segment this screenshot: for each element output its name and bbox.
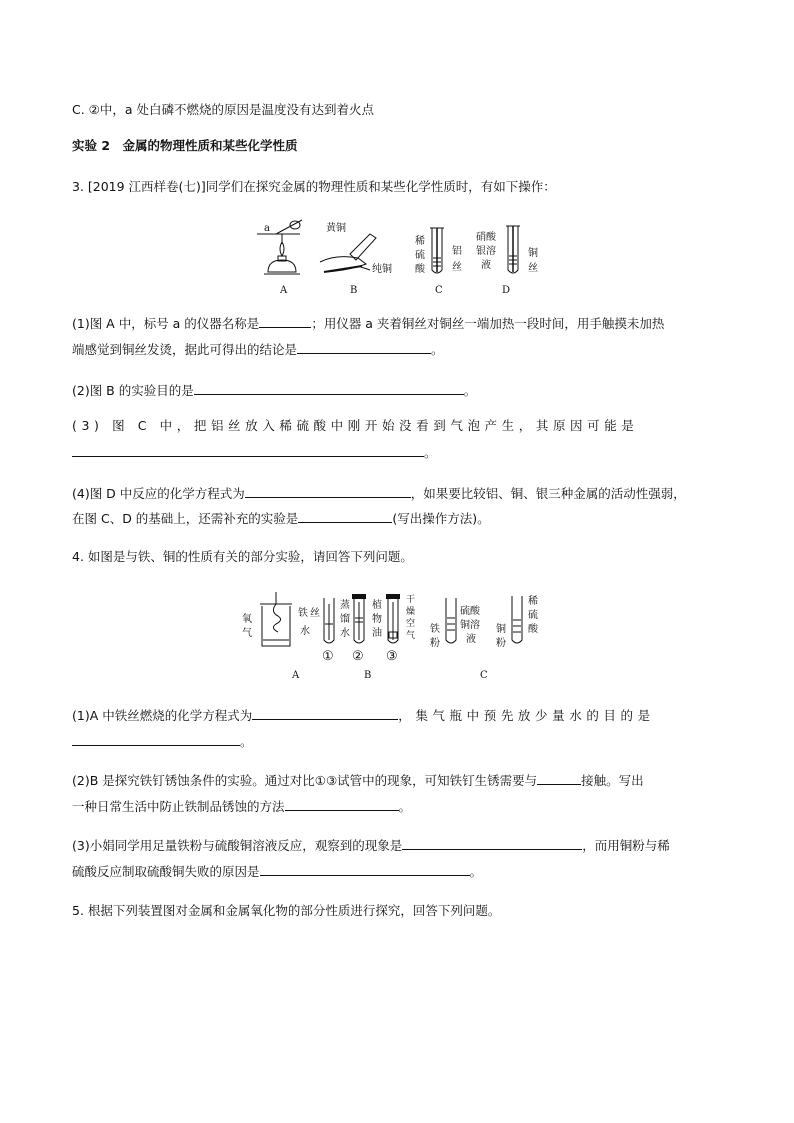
caption-2c: C <box>480 670 488 681</box>
tube-d <box>476 226 538 274</box>
tube-number-1: ① <box>322 649 334 664</box>
dilute-sulfuric-3: 酸 <box>415 264 425 275</box>
answer-blank-reason[interactable] <box>72 443 424 457</box>
q4-part2-line1 <box>72 771 644 790</box>
oxygen-1: 氧 <box>242 614 252 625</box>
caption-b: B <box>350 285 358 296</box>
gas-jar-setup <box>242 592 320 646</box>
copper-powder-1: 铜 <box>496 624 506 635</box>
q4-part3-suffix: ，而用铜粉与稀 <box>582 838 670 853</box>
q3-part1-line2-prefix: 端感觉到铜丝发烫，据此可得出的结论是 <box>72 342 298 357</box>
dilute-sulfuric-2: 硫 <box>415 250 425 261</box>
q3-part1-suffix: ；用仪器 a 夹着铜丝对铜丝一端加热一段时间，用手触摸未加热 <box>311 316 665 331</box>
period: 。 <box>424 445 437 460</box>
q3-part3-line1: (3) 图 C 中，把铝丝放入稀硫酸中刚开始没看到气泡产生，其原因可能是 <box>72 418 639 433</box>
dilute-sulfuric-b2: 硫 <box>528 610 538 621</box>
q4-part2-line2-prefix: 一种日常生活中防止铁制品锈蚀的方法 <box>72 799 285 814</box>
distilled-water-2: 馏 <box>340 614 350 625</box>
period: 。 <box>240 734 253 749</box>
aluminum-wire-2: 丝 <box>452 262 462 273</box>
dry-air-1: 干 <box>406 595 416 605</box>
answer-blank-failure-reason[interactable] <box>260 862 470 876</box>
q3-part1-prefix: (1)图 A 中，标号 a 的仪器名称是 <box>72 316 260 331</box>
q4-part2-prefix: (2)B 是探究铁钉锈蚀条件的实验。通过对比①③试管中的现象，可知铁钉生锈需要与 <box>72 773 538 788</box>
dilute-sulfuric-b1: 稀 <box>528 596 538 607</box>
silver-nitrate-2: 银溶 <box>476 246 496 257</box>
iron-wire-1: 铁 <box>298 608 308 619</box>
silver-nitrate-1: 硝酸 <box>476 232 496 243</box>
q3-part4-suffix: ，如果要比较铝、铜、银三种金属的活动性强弱， <box>410 486 686 501</box>
question-3-stem: 3. [2019 江西样卷(七)]同学们在探究金属的物理性质和某些化学性质时，有如下操作： <box>72 179 556 194</box>
q4-part1-prefix: (1)A 中铁丝燃烧的化学方程式为 <box>72 708 253 723</box>
dry-air-2: 燥 <box>406 607 416 617</box>
vegetable-oil-1: 植 <box>372 600 382 611</box>
answer-blank-contact[interactable] <box>537 771 581 785</box>
caption-2a: A <box>292 670 300 681</box>
q3-part1-line2 <box>72 340 444 359</box>
iron-wire-2: 丝 <box>310 608 320 619</box>
water-label: 水 <box>300 626 310 637</box>
q4-part3-line2 <box>72 862 482 881</box>
answer-blank-conclusion[interactable] <box>297 340 431 354</box>
q3-part4-line2 <box>72 509 490 528</box>
answer-blank-equation[interactable] <box>245 484 411 498</box>
answer-blank-instrument[interactable] <box>259 314 311 328</box>
q4-part3-prefix: (3)小娟同学用足量铁粉与硫酸铜溶液反应，观察到的现象是 <box>72 838 403 853</box>
q3-part1-line1 <box>72 314 664 333</box>
tube-number-2: ② <box>352 649 364 664</box>
q4-part1-line2 <box>72 732 253 751</box>
tube-c <box>415 228 462 275</box>
copper-powder-2: 粉 <box>496 638 506 649</box>
reaction-tubes <box>430 594 539 649</box>
copper-wire-2: 丝 <box>528 263 538 274</box>
answer-blank-purpose[interactable] <box>194 381 464 395</box>
answer-blank-prevention[interactable] <box>285 797 399 811</box>
iron-powder-2: 粉 <box>430 638 440 649</box>
silver-nitrate-3: 液 <box>481 260 491 271</box>
dilute-sulfuric-b3: 酸 <box>528 624 538 635</box>
copper-sulfate-2: 铜溶 <box>460 620 480 631</box>
figure-1-apparatus <box>240 214 550 298</box>
dry-air-3: 空 <box>406 619 416 629</box>
answer-blank-water-purpose[interactable] <box>72 732 240 746</box>
caption-a: A <box>280 285 288 296</box>
answer-blank-phenomenon[interactable] <box>402 836 582 850</box>
answer-blank-experiment[interactable] <box>298 509 392 523</box>
period: 。 <box>463 383 477 398</box>
q4-part3-line2-prefix: 硫酸反应制取硫酸铜失败的原因是 <box>72 864 260 879</box>
question-5-stem: 5. 根据下列装置图对金属和金属氧化物的部分性质进行探究，回答下列问题。 <box>72 903 501 918</box>
rust-tubes <box>322 594 415 664</box>
q4-part3-line1 <box>72 836 670 855</box>
vegetable-oil-3: 油 <box>372 628 382 639</box>
pure-copper-label: 纯铜 <box>372 264 392 275</box>
tube-number-3: ③ <box>386 649 398 664</box>
q4-part2-line2 <box>72 797 411 816</box>
option-c: C. ②中，a 处白磷不燃烧的原因是温度没有达到着火点 <box>72 102 375 117</box>
question-4-stem: 4. 如图是与铁、铜的性质有关的部分实验，请回答下列问题。 <box>72 549 413 564</box>
period: 。 <box>431 342 444 357</box>
aluminum-wire-1: 铝 <box>452 246 462 257</box>
caption-d: D <box>502 285 511 296</box>
q3-part4-line1 <box>72 484 686 503</box>
q4-part1-suffix: ，集气瓶中预先放少量水的目的是 <box>398 708 655 723</box>
vegetable-oil-2: 物 <box>372 614 382 625</box>
q3-part3-line2 <box>72 443 437 462</box>
q3-part4-line2-suffix: (写出操作方法)。 <box>392 511 490 526</box>
brass-label: 黄铜 <box>326 223 346 234</box>
answer-blank-iron-equation[interactable] <box>252 706 398 720</box>
caption-2b: B <box>364 670 372 681</box>
figure-2-apparatus <box>240 590 556 684</box>
q3-part4-line2-prefix: 在图 C、D 的基础上，还需补充的实验是 <box>72 511 299 526</box>
iron-powder-1: 铁 <box>430 624 440 635</box>
copper-sulfate-1: 硫酸 <box>460 606 480 617</box>
q3-part2 <box>72 381 476 400</box>
dry-air-4: 气 <box>406 631 416 641</box>
copper-sulfate-3: 液 <box>466 634 476 645</box>
label-a: a <box>264 223 270 234</box>
alcohol-lamp-setup <box>257 220 302 274</box>
distilled-water-3: 水 <box>340 628 350 639</box>
q3-part2-prefix: (2)图 B 的实验目的是 <box>72 383 194 398</box>
period: 。 <box>398 799 412 814</box>
distilled-water-1: 蒸 <box>340 600 350 611</box>
q4-part1-line1 <box>72 706 655 725</box>
period: 。 <box>469 864 483 879</box>
scratch-test-setup <box>320 221 392 275</box>
caption-c: C <box>435 285 443 296</box>
copper-wire-1: 铜 <box>528 248 538 259</box>
oxygen-2: 气 <box>242 628 252 639</box>
dilute-sulfuric-1: 稀 <box>415 236 425 247</box>
q3-part4-prefix: (4)图 D 中反应的化学方程式为 <box>72 486 245 501</box>
q4-part2-suffix: 接触。写出 <box>581 773 644 788</box>
experiment-2-title: 实验 2 金属的物理性质和某些化学性质 <box>72 138 298 153</box>
